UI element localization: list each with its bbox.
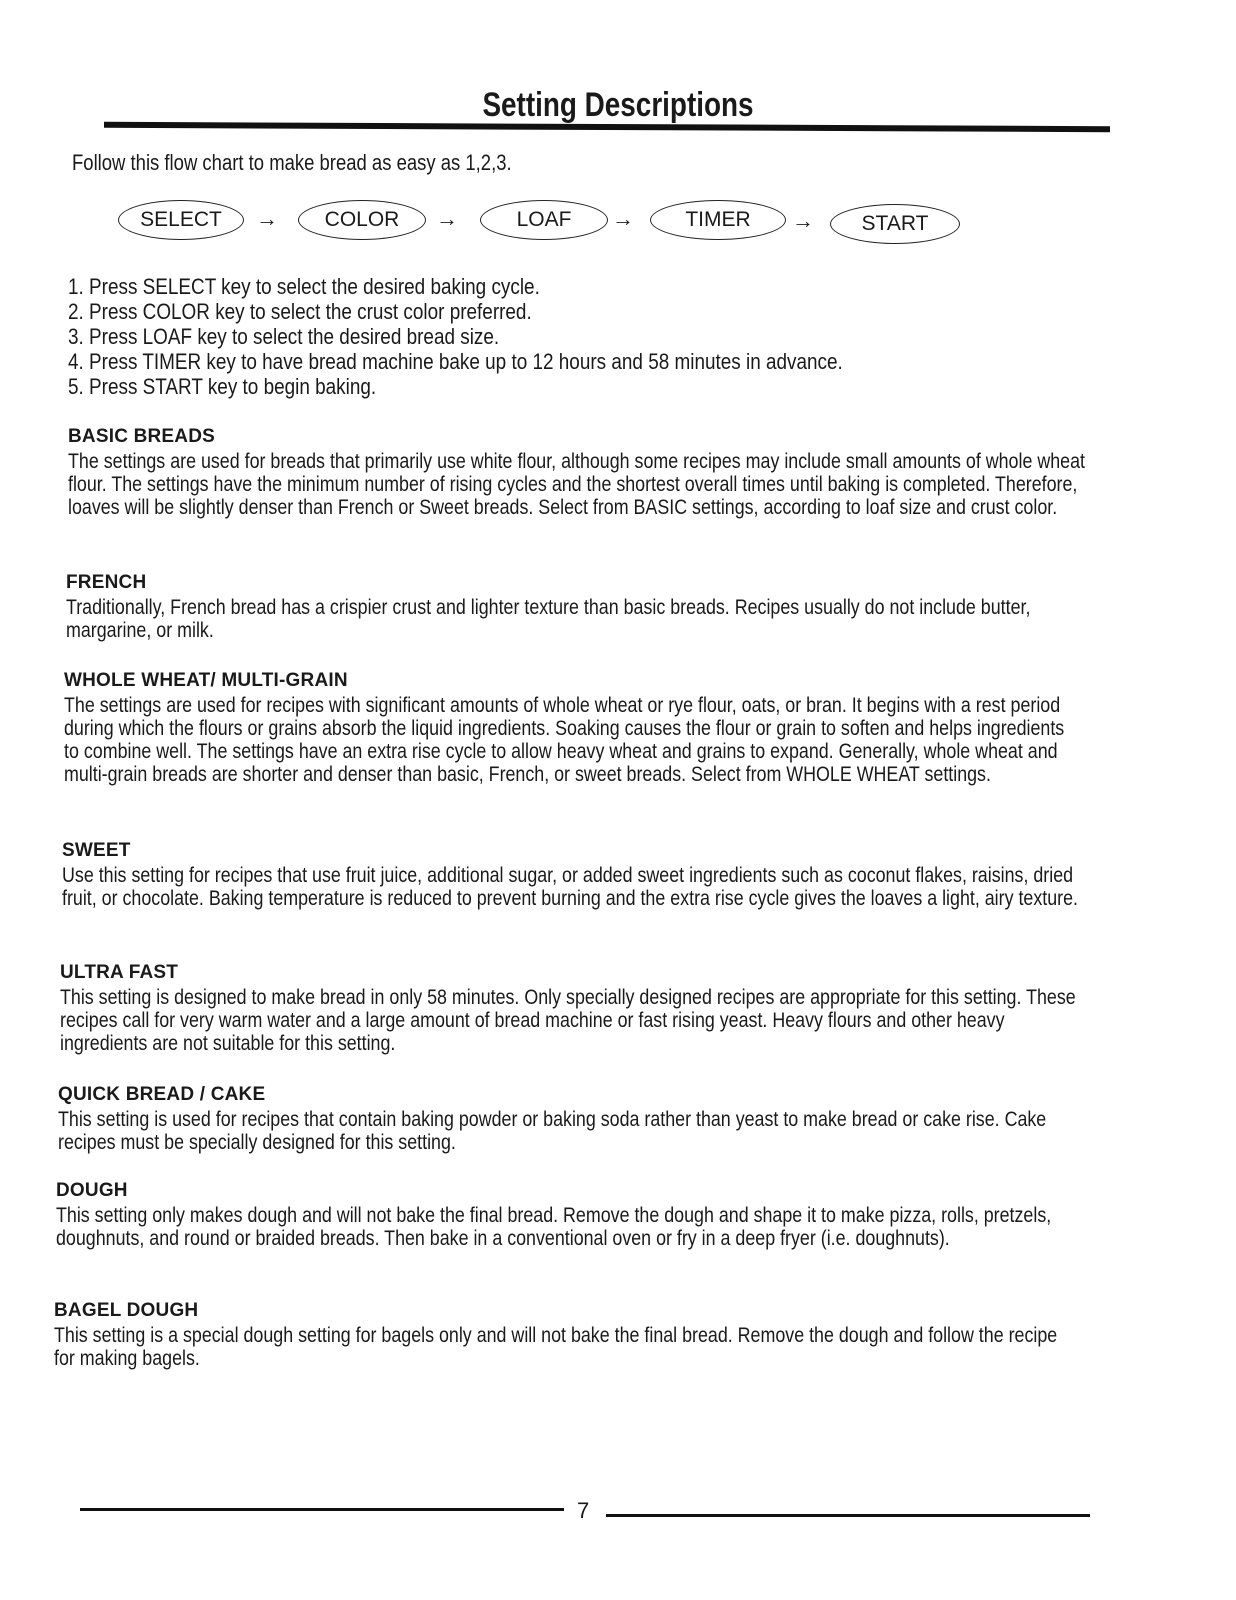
- flow-step-color: COLOR: [298, 200, 426, 240]
- section-heading: ULTRA FAST: [60, 962, 179, 983]
- section-bagel-dough: [54, 1300, 1164, 1370]
- section-body: This setting is designed to make bread in only 58 minutes. Only specially designed recipes are appropriate for this setting. These recipes call for very warm water and a large amount of bread machine or fast rising yeast. Heavy flours and other heavy ingredients are not suitable for this setting.: [60, 986, 1076, 1055]
- flow-arrow-icon: →: [792, 208, 814, 233]
- section-sweet: [62, 840, 1172, 910]
- flow-chart: [118, 196, 978, 256]
- flow-arrow-icon: →: [436, 206, 458, 231]
- section-heading: DOUGH: [56, 1180, 128, 1201]
- section-body: This setting only makes dough and will not bake the final bread. Remove the dough and shape it to make pizza, rolls, pretzels, doughnuts, and round or braided breads. Then bake in a conventional oven or fry in a deep fryer (i.e. doughnuts).: [56, 1204, 1052, 1250]
- section-ultra-fast: [60, 962, 1170, 1055]
- section-french: [66, 572, 1176, 642]
- section-heading: BAGEL DOUGH: [54, 1300, 199, 1321]
- instruction-item: 3. Press LOAF key to select the desired bread size.: [68, 324, 500, 349]
- section-body: This setting is used for recipes that contain baking powder or baking soda rather than yeast to make bread or cake rise. Cake recipes must be specially designed for this setting.: [58, 1108, 1047, 1154]
- footer-rule-left: [80, 1508, 564, 1511]
- section-body: Traditionally, French bread has a crispier crust and lighter texture than basic breads. Recipes usually do not include butter, margarine, or milk.: [66, 596, 1031, 642]
- section-body: This setting is a special dough setting for bagels only and will not bake the final bread. Remove the dough and follow the recipe for making bagels.: [54, 1324, 1058, 1370]
- flow-step-select: SELECT: [118, 200, 244, 240]
- instruction-item: 2. Press COLOR key to select the crust color preferred.: [68, 299, 532, 324]
- section-body: The settings are used for recipes with significant amounts of whole wheat or rye flour, oats, or bran. It begins with a rest period during which the flours or grains absorb the liquid ingredients. Soaking causes the flour or grain to soften and helps ingredients to combine well. The settings have an extra rise cycle to allow heavy wheat and grains to expand. Generally, whole wheat and multi-grain breads are shorter and denser than basic, French, or sweet breads. Select from WHOLE WHEAT settings.: [64, 694, 1065, 786]
- section-heading: SWEET: [62, 840, 131, 861]
- section-whole-wheat: [64, 670, 1174, 786]
- instruction-item: 4. Press TIMER key to have bread machine bake up to 12 hours and 58 minutes in advance.: [68, 349, 843, 374]
- instruction-list: [68, 274, 843, 399]
- section-heading: WHOLE WHEAT/ MULTI-GRAIN: [64, 670, 348, 691]
- instruction-item: 5. Press START key to begin baking.: [68, 374, 377, 399]
- footer-rule-right: [606, 1514, 1090, 1517]
- section-heading: BASIC BREADS: [68, 426, 216, 447]
- intro-text: Follow this flow chart to make bread as easy as 1,2,3.: [72, 150, 512, 175]
- page-title: Setting Descriptions: [482, 86, 754, 124]
- section-quick-bread-cake: [58, 1084, 1168, 1154]
- flow-step-timer: TIMER: [650, 200, 786, 240]
- flow-step-loaf: LOAF: [480, 200, 608, 240]
- page-number: 7: [577, 1498, 590, 1523]
- flow-step-start: START: [830, 204, 960, 244]
- flow-arrow-icon: →: [256, 206, 278, 231]
- instruction-item: 1. Press SELECT key to select the desired baking cycle.: [68, 274, 540, 299]
- section-dough: [56, 1180, 1166, 1250]
- section-heading: QUICK BREAD / CAKE: [58, 1084, 266, 1105]
- section-body: Use this setting for recipes that use fruit juice, additional sugar, or added sweet ingredients such as coconut flakes, raisins, dried fruit, or chocolate. Baking temperature is reduced to prevent burning and the extra rise cycle gives the loaves a light, airy texture.: [62, 864, 1079, 910]
- section-heading: FRENCH: [66, 572, 147, 593]
- flow-arrow-icon: →: [612, 206, 634, 231]
- section-basic-breads: [68, 426, 1178, 519]
- section-body: The settings are used for breads that primarily use white flour, although some recipes may include small amounts of whole wheat flour. The settings have the minimum number of rising cycles and the shortest overall times until baking is completed. Therefore, loaves will be slightly denser than French or Sweet breads. Select from BASIC settings, according to loaf size and crust color.: [68, 450, 1085, 519]
